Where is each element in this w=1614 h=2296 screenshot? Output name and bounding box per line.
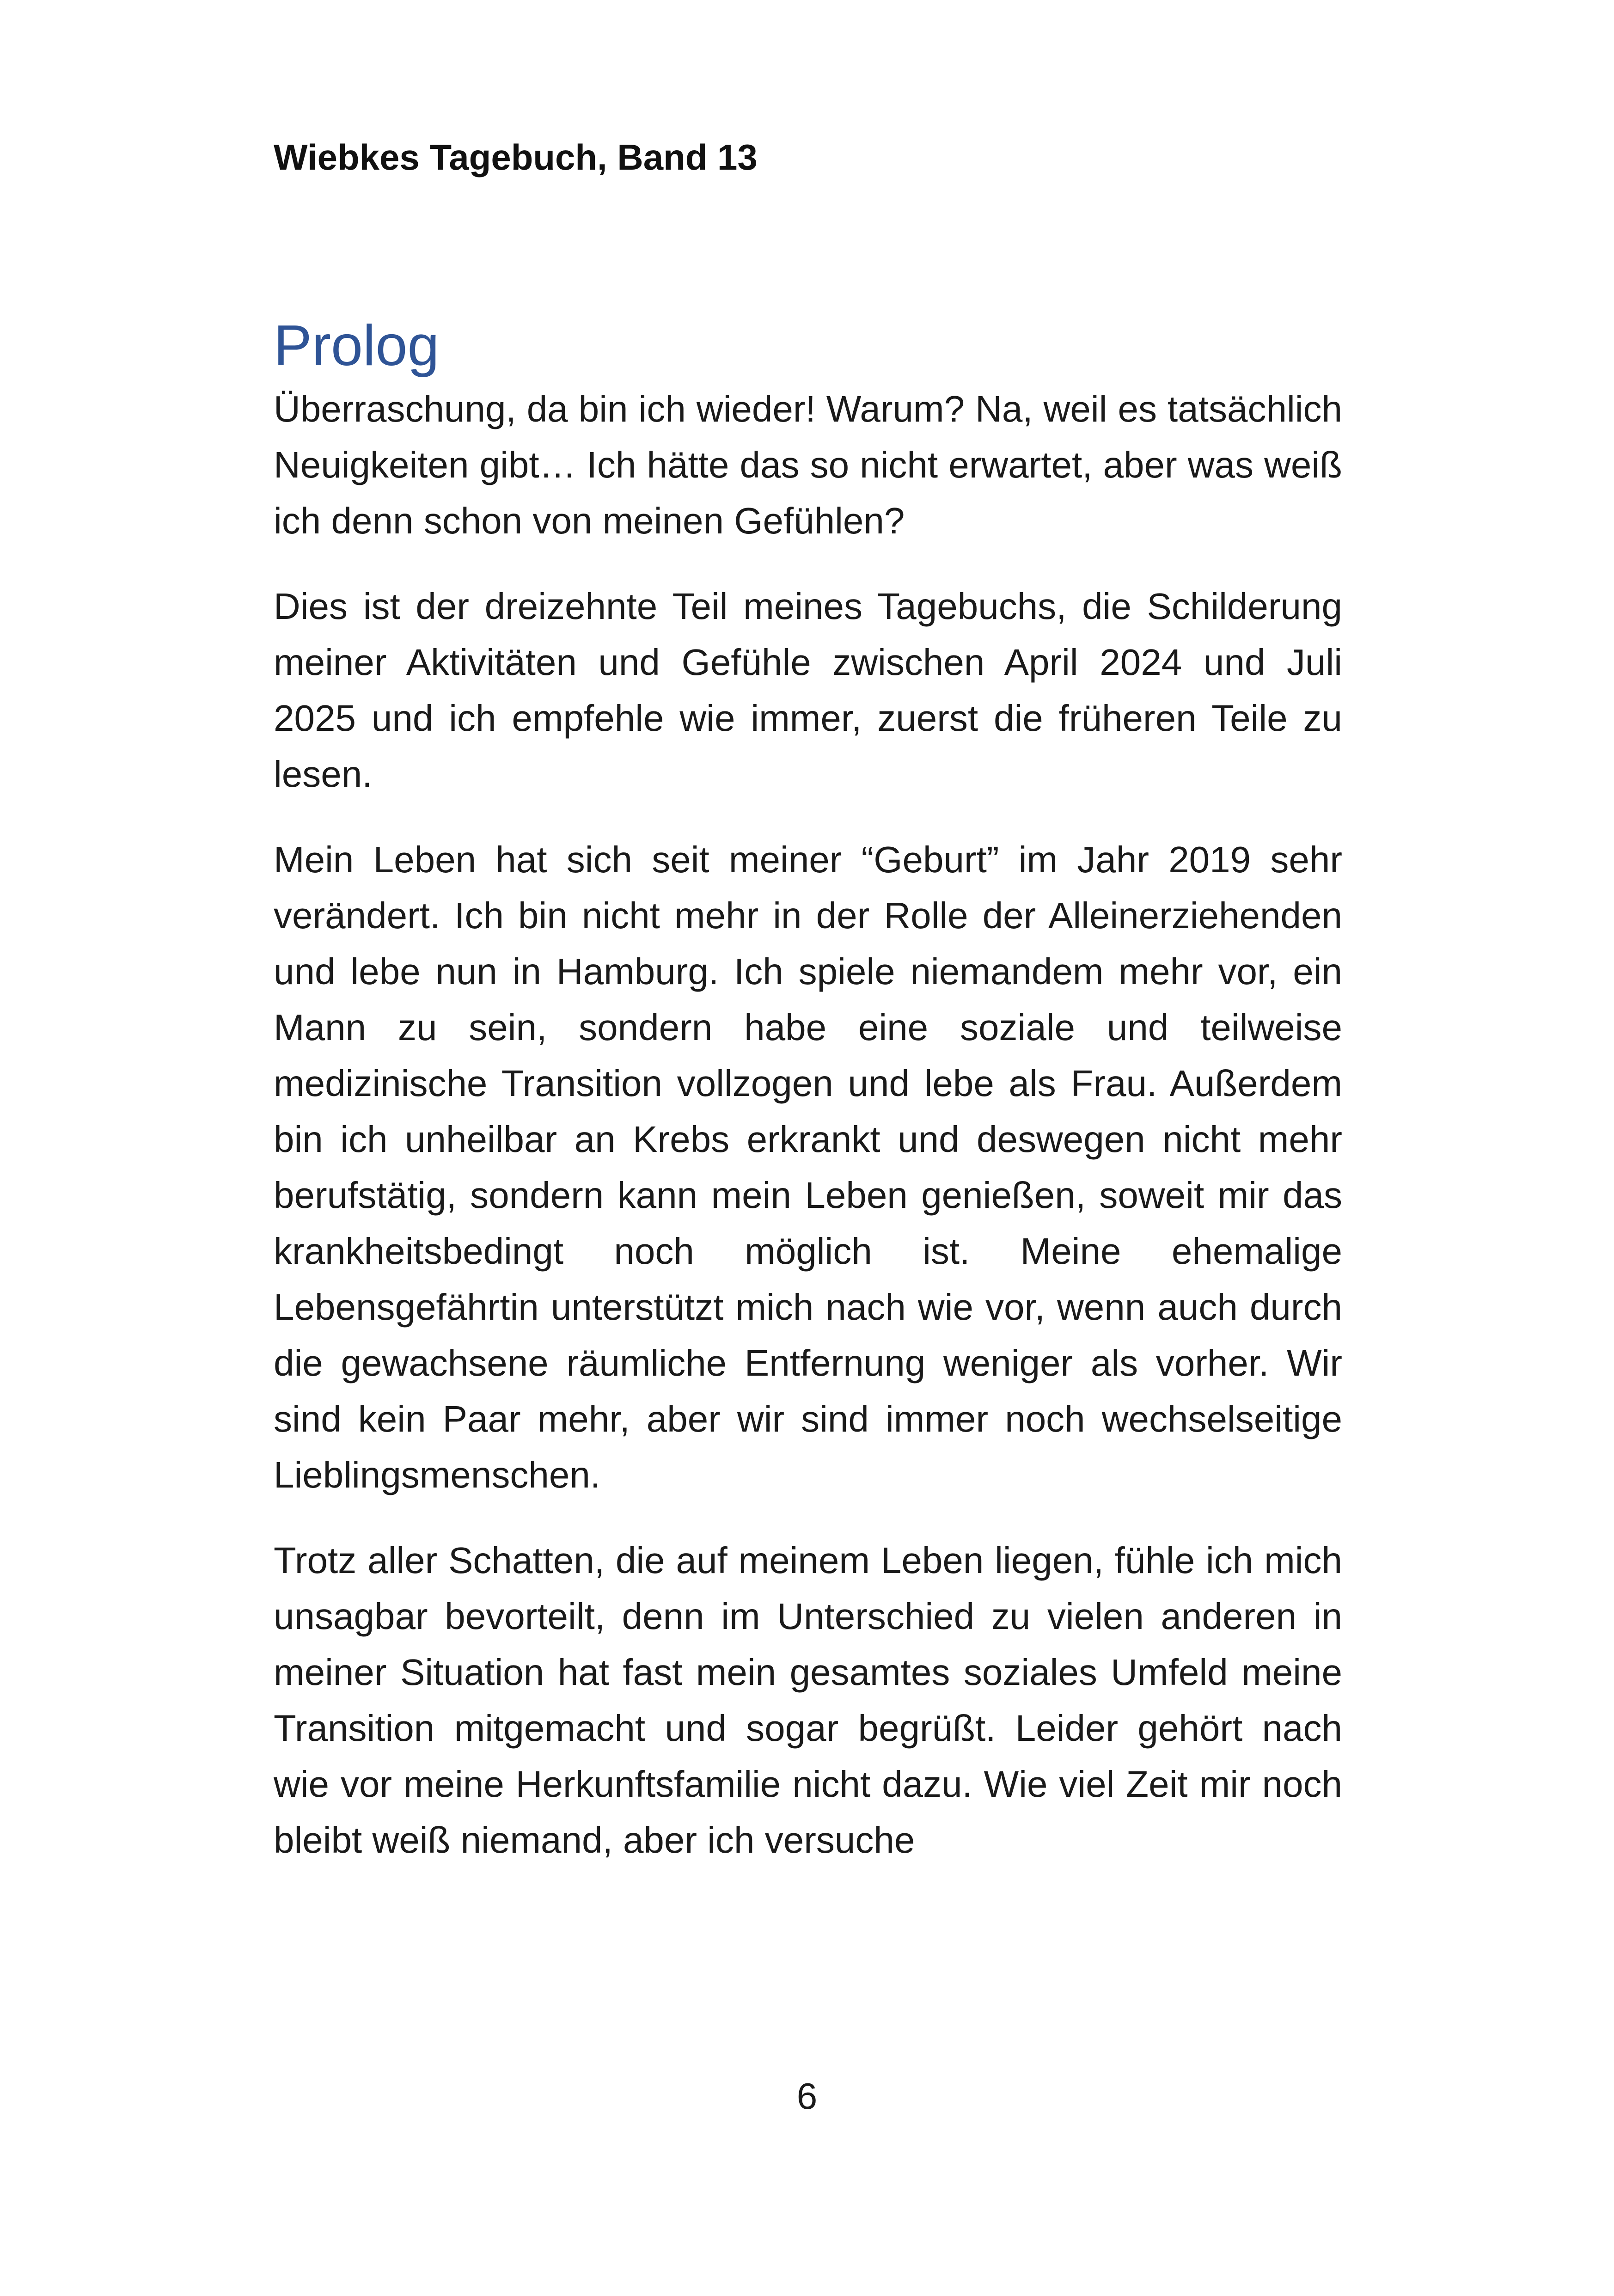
paragraph-2: Dies ist der dreizehnte Teil meines Tagebuchs, die Schilderung meiner Aktivitäten und Gefühle zwischen April 2024 und Juli 2025 und ich empfehle wie immer, zuerst die früheren Teile zu lesen. <box>274 586 1342 795</box>
page-content <box>274 134 1342 1868</box>
paragraph-1: Überraschung, da bin ich wieder! Warum? Na, weil es tatsächlich Neuigkeiten gibt… Ich hätte das so nicht erwartet, aber was weiß ich denn schon von meinen Gefühlen? <box>274 388 1342 541</box>
book-title: Wiebkes Tagebuch, Band 13 <box>274 137 758 178</box>
paragraph-4: Trotz aller Schatten, die auf meinem Leben liegen, fühle ich mich unsagbar bevorteilt, denn im Unterschied zu vielen anderen in meiner Situation hat fast mein gesamtes soziales Umfeld meine Transition mitgemacht und sogar begrüßt. Leider gehört nach wie vor meine Herkunftsfamilie nicht dazu. Wie viel Zeit mir noch bleibt weiß niemand, aber ich versuche <box>274 1540 1342 1861</box>
paragraph-3: Mein Leben hat sich seit meiner “Geburt” im Jahr 2019 sehr verändert. Ich bin nicht mehr in der Rolle der Alleinerziehenden und lebe nun in Hamburg. Ich spiele niemandem mehr vor, ein Mann zu sein, sondern habe eine soziale und teilweise medizinische Transition vollzogen und lebe als Frau. Außerdem bin ich unheilbar an Krebs erkrankt und deswegen nicht mehr berufstätig, sondern kann mein Leben genießen, soweit mir das krankheitsbedingt noch möglich ist. Meine ehemalige Lebensgefährtin unterstützt mich nach wie vor, wenn auch durch die gewachsene räumliche Entfernung weniger als vorher. Wir sind kein Paar mehr, aber wir sind immer noch wechselseitige Lieblingsmenschen. <box>274 839 1342 1495</box>
chapter-heading: Prolog <box>274 314 440 378</box>
page-number: 6 <box>796 2076 818 2117</box>
